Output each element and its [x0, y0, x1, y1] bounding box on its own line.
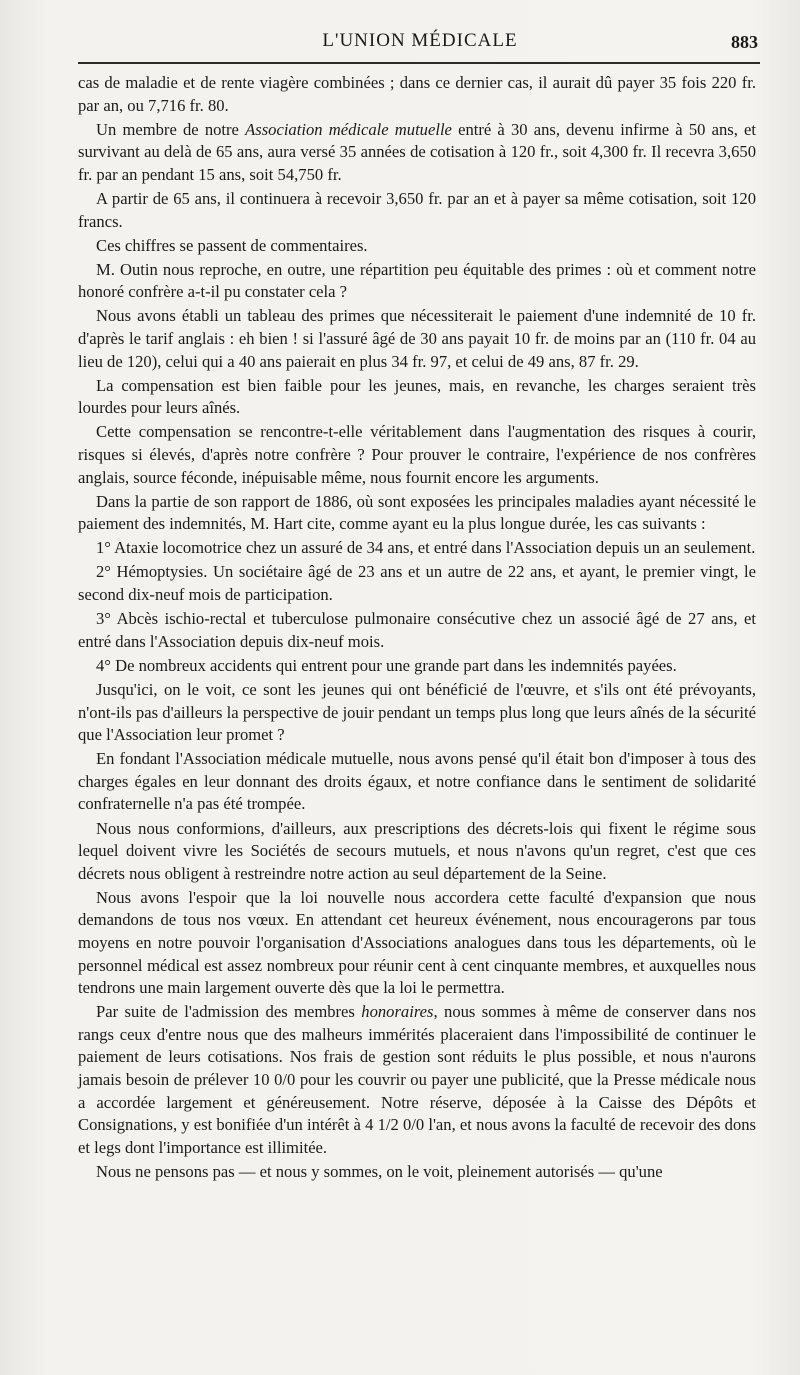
list-item: 2° Hémoptysies. Un sociétaire âgé de 23 ans et un autre de 22 ans, et ayant, le premier vingt, le second dix-neuf mois de participation.: [78, 562, 756, 605]
paragraph: Nous avons l'espoir que la loi nouvelle nous accordera cette faculté d'expansion que nous demandons de tous nos vœux. En attendant cet heureux événement, nous encouragerons par tous moyens en notre pouvoir l'organisation d'Associations analogues dans tous les départements, où le personnel médical est assez nombreux pour réunir cent à cent cinquante membres, et auxquelles nous tendrons une main largement ouverte dès que la loi le permettra.: [78, 887, 756, 998]
paragraph: La compensation est bien faible pour les jeunes, mais, en revanche, les charges seraient très lourdes pour leurs aînés.: [78, 375, 756, 418]
paragraph: M. Outin nous reproche, en outre, une répartition peu équitable des primes : où et comment notre honoré confrère a-t-il pu constater cela ?: [78, 259, 756, 302]
page-number: 883: [731, 32, 758, 52]
italic-term: honoraires: [361, 1002, 434, 1022]
paragraph: En fondant l'Association médicale mutuelle, nous avons pensé qu'il était bon d'imposer à tous des charges égales en leur donnant des droits égaux, et notre confiance dans le sentiment de solidarité confraternelle n'a pas été trompée.: [78, 749, 756, 814]
paragraph: [78, 119, 756, 187]
running-title: L'UNION MÉDICALE: [322, 30, 518, 51]
paragraph: Nous avons établi un tableau des primes que nécessiterait le paiement d'une indemnité de 10 fr. d'après le tarif anglais : eh bien ! si l'assuré âgé de 30 ans payait 10 fr. de moins par an (110 fr. 04 au lieu de 120), celui qui a 40 ans paierait en plus 34 fr. 97, et celui de 49 ans, 87 fr. 29.: [78, 306, 756, 371]
paragraph: A partir de 65 ans, il continuera à recevoir 3,650 fr. par an et à payer sa même cotisation, soit 120 francs.: [78, 188, 756, 231]
paragraph: Nous ne pensons pas — et nous y sommes, on le voit, pleinement autorisés — qu'une: [96, 1161, 663, 1181]
paragraph: Ces chiffres se passent de commentaires.: [96, 235, 368, 255]
paragraph: Cette compensation se rencontre-t-elle véritablement dans l'augmentation des risques à courir, risques si élevés, d'après notre confrère ? Pour prouver le contraire, l'expérience de nos confrères anglais, source féconde, inépuisable même, nous fournit encore les arguments.: [78, 422, 756, 487]
paragraph: [78, 1001, 756, 1159]
body-text: [78, 72, 756, 1185]
italic-term: Association médicale mutuelle: [245, 119, 452, 139]
list-item: 1° Ataxie locomotrice chez un assuré de 34 ans, et entré dans l'Association depuis un an seulement.: [96, 538, 756, 558]
list-item: 4° De nombreux accidents qui entrent pour une grande part dans les indemnités payées.: [96, 655, 677, 675]
paragraph: Dans la partie de son rapport de 1886, où sont exposées les principales maladies ayant nécessité le paiement des indemnités, M. Hart cite, comme ayant eu la plus longue durée, les cas suivants :: [78, 491, 756, 534]
list-item: 3° Abcès ischio-rectal et tuberculose pulmonaire consécutive chez un associé âgé de 27 ans, et entré dans l'Association depuis dix-neuf mois.: [78, 609, 756, 651]
paragraph-text: Par suite de l'admission des membres: [96, 1002, 362, 1022]
paragraph: Jusqu'ici, on le voit, ce sont les jeunes qui ont bénéficié de l'œuvre, et s'ils ont été prévoyants, n'ont-ils pas d'ailleurs la perspective de jouir pendant un temps plus long que leurs aînés de la sécurité que l'Association leur promet ?: [78, 679, 756, 745]
header-rule: [78, 62, 760, 64]
paragraph: cas de maladie et de rente viagère combinées ; dans ce dernier cas, il aurait dû payer 35 fois 220 fr. par an, ou 7,716 fr. 80.: [78, 73, 756, 115]
page-header: [82, 30, 758, 60]
paragraph-text: Un membre de notre: [96, 119, 246, 139]
paragraph-text: entré à 30 ans, devenu infirme à 50 ans, et survivant au delà de 65 ans, aura versé 35 années de cotisation à 120 fr., soit 4,300 fr. Il recevra 3,650 fr. par an pendant 15 ans, soit 54,750 fr.: [78, 119, 757, 184]
paragraph-text: , nous sommes à même de conserver dans nos rangs ceux d'entre nous que des malheurs immérités placeraient dans l'impossibilité de continuer le paiement de leurs cotisations. Nos frais de gestion sont réduits le plus possible, et nous n'aurons jamais besoin de prélever 10 0/0 pour les couvrir ou payer une publicité, que la Presse médicale nous a accordée largement et généreusement. Notre réserve, déposée à la Caisse des Dépôts et Consignations, y est bonifiée d'un intérêt à 4 1/2 0/0 l'an, et nous avons la faculté de recevoir des dons et legs dont l'importance est illimitée.: [78, 1002, 756, 1157]
paragraph: Nous nous conformions, d'ailleurs, aux prescriptions des décrets-lois qui fixent le régime sous lequel doivent vivre les Sociétés de secours mutuels, et nous n'avons qu'un regret, c'est que ces décrets nous obligent à restreindre notre action au seul département de la Seine.: [78, 818, 756, 883]
